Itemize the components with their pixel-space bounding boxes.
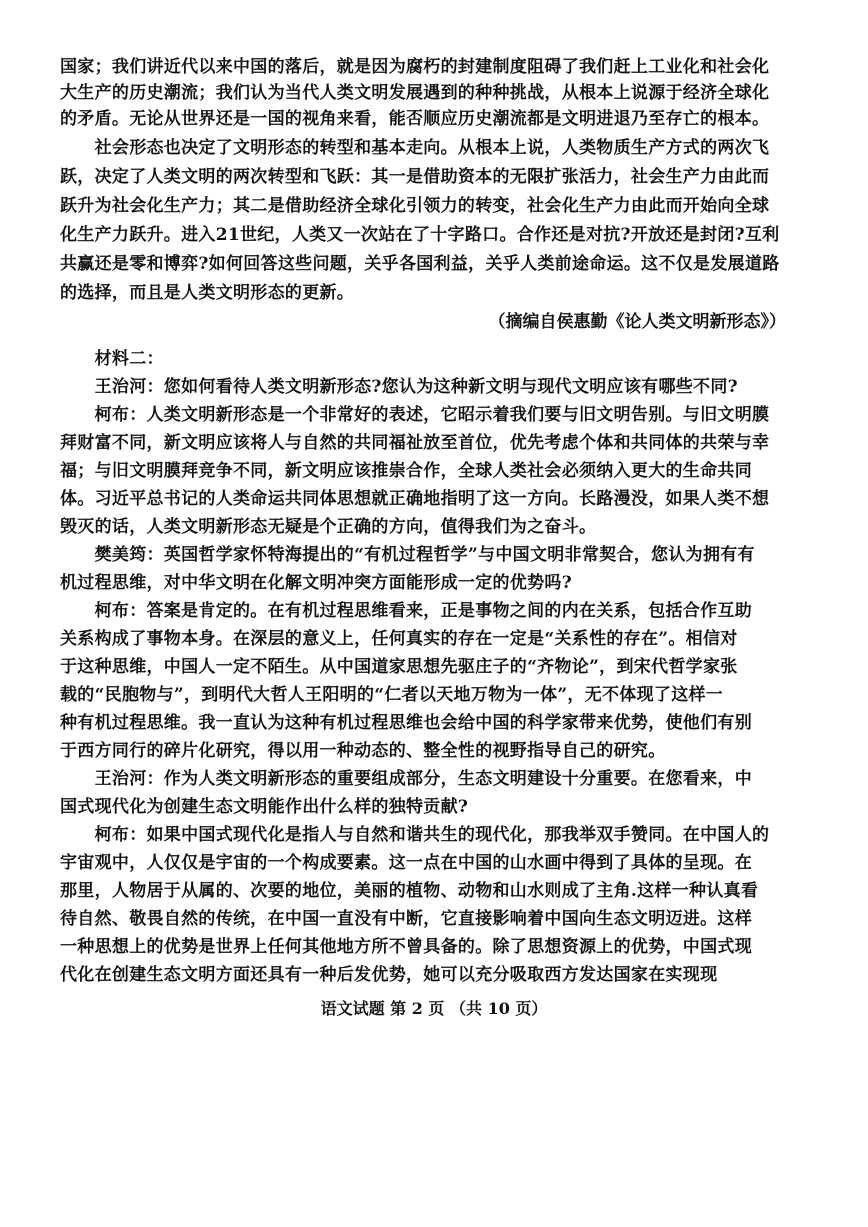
text-line: 待自然、敬畏自然的传统，在中国一直没有中断，它直接影响着中国向生态文明迈进。这样 xyxy=(60,909,752,929)
text-line: 国式现代化为创建生态文明能作出什么样的独特贡献? xyxy=(60,797,469,817)
text-line: 福；与旧文明膜拜竞争不同，新文明应该推崇合作，全球人类社会必须纳入更大的生命共同 xyxy=(60,461,752,481)
text-line: 王治河：作为人类文明新形态的重要组成部分，生态文明建设十分重要。在您看来，中 xyxy=(60,769,752,789)
text-line: 关系构成了事物本身。在深层的意义上，任何真实的存在一定是“关系性的存在”。相信对 xyxy=(60,629,738,649)
text-line: 一种思想上的优势是世界上任何其他地方所不曾具备的。除了思想资源上的优势，中国式现 xyxy=(60,937,752,957)
text-line: 的矛盾。无论从世界还是一国的视角来看，能否顺应历史潮流都是文明进退乃至存亡的根本。 xyxy=(60,109,770,129)
source-citation: （摘编自侯惠勤《论人类文明新形态》） xyxy=(488,312,786,332)
text-line: 国家；我们讲近代以来中国的落后，就是因为腐朽的封建制度阻碍了我们赶上工业化和社会化 xyxy=(60,57,770,77)
text-line: 跃升为社会化生产力；其二是借助经济全球化引领力的转变，社会化生产力由此而开始向全球 xyxy=(60,196,770,216)
text-line: 种有机过程思维。我一直认为这种有机过程思维也会给中国的科学家带来优势，使他们有别 xyxy=(60,713,752,733)
text-line: 社会形态也决定了文明形态的转型和基本走向。从根本上说，人类物质生产方式的两次飞 xyxy=(60,138,770,158)
text-line: 于这种思维，中国人一定不陌生。从中国道家思想先驱庄子的“齐物论”，到宋代哲学家张 xyxy=(60,657,738,677)
text-line: 大生产的历史潮流；我们认为当代人类文明发展遇到的种种挑战，从根本上说源于经济全球化 xyxy=(60,83,770,103)
text-line: 代化在创建生态文明方面还具有一种后发优势，她可以充分吸取西方发达国家在实现现 xyxy=(60,965,718,985)
text-line: 宇宙观中，人仅仅是宇宙的一个构成要素。这一点在中国的山水画中得到了具体的呈现。在 xyxy=(60,853,752,873)
text-line: 王治河：您如何看待人类文明新形态?您认为这种新文明与现代文明应该有哪些不同? xyxy=(60,377,738,397)
page-footer: 语文试题 第 2 页 （共 10 页） xyxy=(320,999,548,1018)
text-line: 共赢还是零和博弈?如何回答这些问题，关乎各国利益，关乎人类前途命运。这不仅是发展道路 xyxy=(60,254,780,274)
text-line: 樊美筠：英国哲学家怀特海提出的“有机过程哲学”与中国文明非常契合，您认为拥有有 xyxy=(60,545,755,565)
text-line: 机过程思维，对中华文明在化解文明冲突方面能形成一定的优势吗? xyxy=(60,573,572,593)
text-line: 毁灭的话，人类文明新形态无疑是个正确的方向，值得我们为之奋斗。 xyxy=(60,517,597,537)
text-line: 拜财富不同，新文明应该将人与自然的共同福祉放至首位，优先考虑个体和共同体的共荣与幸 xyxy=(60,433,770,453)
section-heading: 材料二： xyxy=(60,349,164,369)
text-line: 化生产力跃升。进入21世纪，人类又一次站在了十字路口。合作还是对抗?开放还是封闭?互利 xyxy=(60,225,780,245)
text-line: 的选择，而且是人类文明形态的更新。 xyxy=(60,283,355,303)
text-line: 柯布：人类文明新形态是一个非常好的表述，它昭示着我们要与旧文明告别。与旧文明膜 xyxy=(60,405,770,425)
text-line: 那里，人物居于从属的、次要的地位，美丽的植物、动物和山水则成了主角.这样一种认真看 xyxy=(60,881,759,901)
text-line: 跃，决定了人类文明的两次转型和飞跃：其一是借助资本的无限扩张活力，社会生产力由此而 xyxy=(60,167,770,187)
text-line: 柯布：如果中国式现代化是指人与自然和谐共生的现代化，那我举双手赞同。在中国人的 xyxy=(60,825,770,845)
text-line: 于西方同行的碎片化研究，得以用一种动态的、整全性的视野指导自己的研究。 xyxy=(60,741,666,761)
text-line: 载的“民胞物与”，到明代大哲人王阳明的“仁者以天地万物为一体”，无不体现了这样一 xyxy=(60,685,724,705)
text-line: 柯布：答案是肯定的。在有机过程思维看来，正是事物之间的内在关系，包括合作互助 xyxy=(60,601,752,621)
text-line: 体。习近平总书记的人类命运共同体思想就正确地指明了这一方向。长路漫没，如果人类不想 xyxy=(60,489,770,509)
